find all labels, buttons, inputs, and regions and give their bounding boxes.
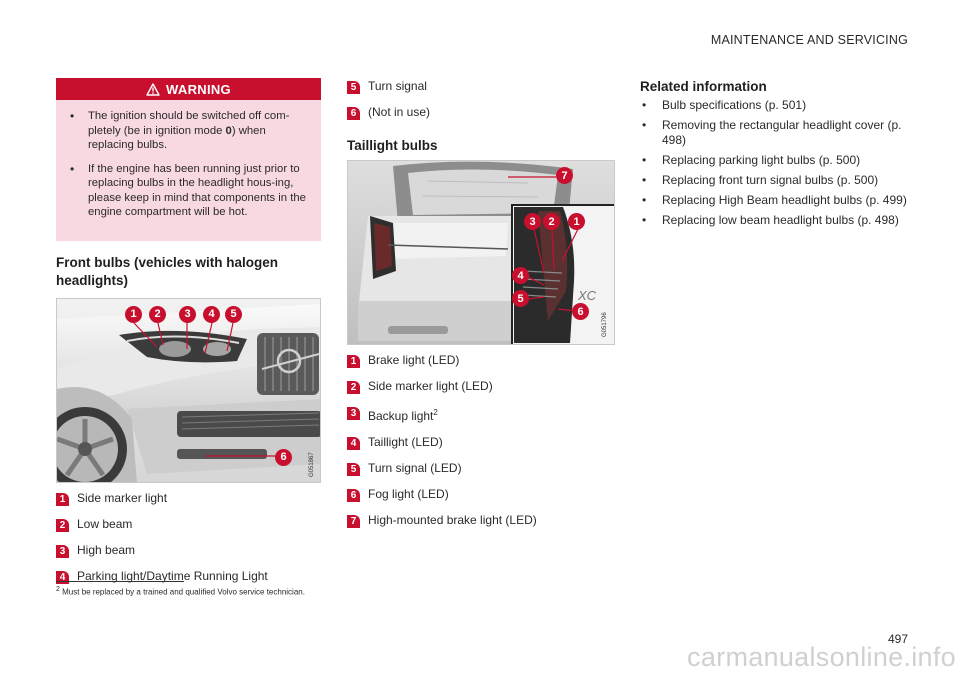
callout-4: 4: [203, 306, 220, 323]
callout-2: 2: [149, 306, 166, 323]
front-bulbs-list-a: [56, 491, 321, 584]
warning-box: [56, 78, 321, 241]
footnote-number: 2: [56, 586, 60, 593]
callout-5: 5: [512, 290, 529, 307]
callout-7: 7: [556, 167, 573, 184]
callout-4: 4: [512, 267, 529, 284]
list-item: 4 Parking light/Daytime Running Light: [56, 569, 321, 584]
number-badge: 5: [347, 81, 360, 94]
footnote-ref[interactable]: 2: [433, 408, 438, 417]
list-item: 1 Brake light (LED): [347, 353, 615, 368]
watermark: carmanualsonline.info: [687, 642, 956, 672]
taillight-list: [347, 353, 615, 528]
column-left: [56, 78, 321, 595]
callout-2: 2: [543, 213, 560, 230]
callout-5: 5: [225, 306, 242, 323]
callout-3: 3: [179, 306, 196, 323]
callout-6: 6: [275, 449, 292, 466]
list-item: 4 Taillight (LED): [347, 435, 615, 450]
warning-item: • If the engine has been running just prior to replacing bulbs in the headlight hous-ing, please keep in mind that components in the engine compartment will be hot.: [70, 162, 309, 220]
list-item: 5 Turn signal (LED): [347, 461, 615, 476]
taillight-figure: [347, 160, 615, 345]
number-badge: 1: [56, 493, 69, 506]
footnote-text: Must be replaced by a trained and qualified Volvo service technician.: [62, 587, 305, 597]
number-badge: 1: [347, 355, 360, 368]
list-item: 6 Fog light (LED): [347, 487, 615, 502]
list-item: 7 High-mounted brake light (LED): [347, 513, 615, 528]
front-bulbs-heading: Front bulbs (vehicles with halogen headlights): [56, 254, 279, 288]
warning-title: WARNING: [166, 81, 231, 97]
related-list: [640, 98, 910, 228]
running-header: MAINTENANCE AND SERVICING: [710, 33, 908, 47]
related-heading: Related information: [640, 79, 767, 94]
warning-triangle-icon: [146, 83, 160, 96]
related-link[interactable]: • Replacing low beam headlight bulbs (p. 498): [640, 213, 910, 228]
related-link[interactable]: • Replacing front turn signal bulbs (p. 500): [640, 173, 910, 188]
callout-6: 6: [572, 303, 589, 320]
list-item: 3 Backup light$^2$: [347, 405, 615, 424]
number-badge: 6: [347, 107, 360, 120]
list-item: 5 Turn signal: [347, 79, 615, 94]
model-badge: XC: [578, 288, 597, 303]
related-information: [640, 78, 910, 233]
list-item: 1 Side marker light: [56, 491, 321, 506]
number-badge: 4: [347, 437, 360, 450]
column-middle: [347, 79, 615, 539]
callout-3: 3: [524, 213, 541, 230]
front-bulbs-list-b: [347, 79, 615, 120]
number-badge: 6: [347, 489, 360, 502]
warning-item: • The ignition should be switched off com-pletely (be in ignition mode 0) when replacing bulbs.: [70, 109, 309, 153]
warning-header: [56, 78, 321, 100]
list-item: 3 High beam: [56, 543, 321, 558]
figure-code: G051867: [309, 451, 315, 477]
number-badge: 5: [347, 463, 360, 476]
number-badge: 3: [56, 545, 69, 558]
warning-list: [56, 100, 321, 220]
number-badge: 4: [56, 571, 69, 584]
related-link[interactable]: • Replacing parking light bulbs (p. 500): [640, 153, 910, 168]
footnote-divider: [56, 581, 184, 582]
number-badge: 3: [347, 407, 360, 420]
number-badge: 2: [56, 519, 69, 532]
footnote: [56, 586, 305, 597]
number-badge: 2: [347, 381, 360, 394]
list-item: 2 Low beam: [56, 517, 321, 532]
related-link[interactable]: • Removing the rectangular headlight cover (p. 498): [640, 118, 910, 148]
callout-1: 1: [568, 213, 585, 230]
taillight-heading: Taillight bulbs: [347, 138, 438, 153]
list-item: 2 Side marker light (LED): [347, 379, 615, 394]
related-link[interactable]: • Replacing High Beam headlight bulbs (p. 499): [640, 193, 910, 208]
callout-1: 1: [125, 306, 142, 323]
front-bulbs-figure: [56, 298, 321, 483]
number-badge: 7: [347, 515, 360, 528]
related-link[interactable]: • Bulb specifications (p. 501): [640, 98, 910, 113]
page-number: 497: [887, 632, 908, 646]
list-item: 6 (Not in use): [347, 105, 615, 120]
figure-code: G051796: [602, 312, 608, 337]
